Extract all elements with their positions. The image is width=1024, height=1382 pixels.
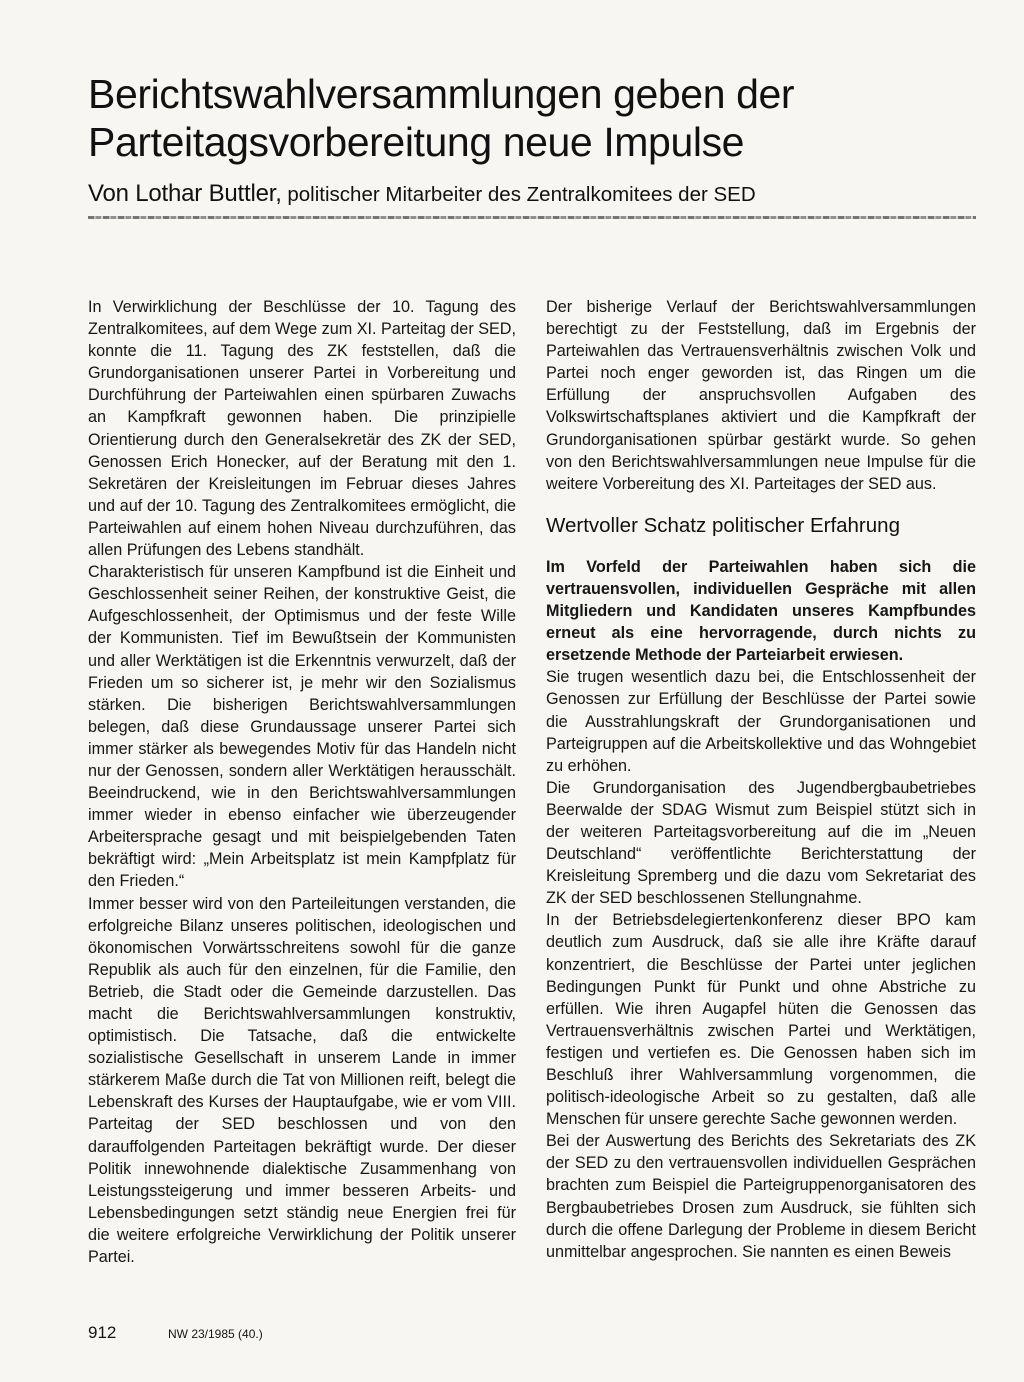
- paragraph: Bei der Auswertung des Berichts des Sekretariats des ZK der SED zu den vertrauensvollen individuellen Gesprächen brachten zum Beispiel die Parteigruppenorganisatoren des Bergbaubetriebes Drosen zum Ausdruck, sie fühlten sich durch die offene Darlegung der Probleme in diesem Bericht unmittelbar angesprochen. Sie nannten es einen Beweis: [546, 1132, 976, 1261]
- lead-paragraph: Im Vorfeld der Parteiwahlen haben sich die vertrauensvollen, individuellen Gespräche mit allen Mitgliedern und Kandidaten unseres Kampfbundes erneut als eine hervorragende, durch nichts zu ersetzende Methode der Parteiarbeit erwiesen.: [546, 557, 976, 665]
- paragraph: Sie trugen wesentlich dazu bei, die Entschlossenheit der Genossen zur Erfüllung der Beschlüsse der Partei sowie die Ausstrahlungskraft der Grundorganisationen und Parteigruppen auf die Arbeitskollektive und das Wohngebiet zu erhöhen.: [546, 668, 976, 775]
- byline: [88, 180, 988, 209]
- page-footer: [88, 1322, 488, 1346]
- paragraph: Der bisherige Verlauf der Berichtswahlversammlungen berechtigt zu der Feststellung, daß im Ergebnis der Parteiwahlen das Vertrauensverhältnis zwischen Volk und Partei noch enger geworden ist, das Ringen um die Erfüllung der anspruchsvollen Aufgaben des Volkswirtschaftsplanes aktiviert und die Kampfkraft der Grundorganisationen spürbar gestärkt wurde. So gehen von den Berichtswahlversammlungen neue Impulse für die weitere Vorbereitung des XI. Parteitages der SED aus.: [546, 298, 976, 493]
- paragraph: In Verwirklichung der Beschlüsse der 10. Tagung des Zentralkomitees, auf dem Wege zum XI. Parteitag der SED, konnte die 11. Tagung des ZK feststellen, daß die Grundorganisationen unserer Partei in Vorbereitung und Durchführung der Parteiwahlen einen spürbaren Zuwachs an Kampfkraft gewonnen haben. Die prinzipielle Orientierung durch den Generalsekretär des ZK der SED, Genossen Erich Honecker, auf der Beratung mit den 1. Sekretären der Kreisleitungen im Februar dieses Jahres und auf der 10. Tagung des Zentralkomitees ermöglicht, die Parteiwahlen auf einem hohen Niveau durchzuführen, das allen Prüfungen des Lebens standhält.: [88, 298, 516, 560]
- article-title: Berichtswahlversammlungen geben der Parteitagsvorbereitung neue Impulse: [88, 71, 795, 165]
- author-name: Von Lothar Buttler,: [88, 180, 282, 207]
- title-divider: [88, 216, 976, 219]
- page-number: 912: [88, 1323, 117, 1342]
- author-role: politischer Mitarbeiter des Zentralkomitees der SED: [281, 183, 756, 206]
- paragraph: In der Betriebsdelegiertenkonferenz dieser BPO kam deutlich zum Ausdruck, daß sie alle ihre Kräfte darauf konzentriert, die Beschlüsse der Partei unter jeglichen Bedingungen Punkt für Punkt und ohne Abstriche zu erfüllen. Wie ihren Augapfel hüten die Genossen das Vertrauensverhältnis zwischen Partei und Werktätigen, festigen und vertiefen es. Die Genossen haben sich im Beschluß ihrer Wahlversammlung vorgenommen, die politisch-ideologische Arbeit so zu gestalten, daß alle Menschen für unsere gerechte Sache gewonnen werden.: [546, 911, 976, 1129]
- issue-reference: NW 23/1985 (40.): [168, 1327, 263, 1341]
- paragraph: Die Grundorganisation des Jugendbergbaubetriebes Beerwalde der SDAG Wismut zum Beispiel stützt sich in der weiteren Parteitagsvorbereitung auf die im „Neuen Deutschland“ veröffentlichte Berichterstattung der Kreisleitung Spremberg und die dazu vom Sekretariat des ZK der SED beschlossenen Stellungnahme.: [546, 778, 976, 908]
- paragraph: Charakteristisch für unseren Kampfbund ist die Einheit und Geschlossenheit seiner Reihen, der konstruktive Geist, die Aufgeschlossenheit, der Optimismus und der feste Wille der Kommunisten. Tief im Bewußtsein der Kommunisten und aller Werktätigen ist die Erkenntnis verwurzelt, daß der Frieden um so sicherer ist, je mehr wir den Sozialismus stärken. Die bisherigen Berichtswahlversammlungen belegen, daß diese Grundaussage unserer Partei sich immer stärker als bewegendes Motiv für das Handeln nicht nur der Genossen, sondern aller Werktätigen herausschält. Beeindruckend, wie in den Berichtswahlversammlungen immer wieder in ebenso einfacher wie überzeugender Arbeitersprache gesagt und mit beispielgebenden Taten bekräftigt wird: „Mein Arbeitsplatz ist mein Kampfplatz für den Frieden.“: [88, 563, 516, 891]
- left-column: [88, 296, 516, 1268]
- section-heading: Wertvoller Schatz politischer Erfahrung: [546, 513, 900, 537]
- paragraph: Immer besser wird von den Parteileitungen verstanden, die erfolgreiche Bilanz unseres politischen, ideologischen und ökonomischen Vorwärtsschreitens sowohl für die ganze Republik als auch für den einzelnen, für die Familie, den Betrieb, die Stadt oder die Gemeinde darzustellen. Das macht die Berichtswahlversammlungen konstruktiv, optimistisch. Die Tatsache, daß die entwickelte sozialistische Gesellschaft in unserem Lande in immer stärkerem Maße durch die Tat von Millionen reift, belegt die Lebenskraft des Kurses der Hauptaufgabe, wie er vom VIII. Parteitag der SED beschlossen und von den darauffolgenden Parteitagen bekräftigt wurde. Der dieser Politik innewohnende dialektische Zusammenhang von Leistungssteigerung und immer besseren Arbeits- und Lebensbedingungen setzt ständig neue Energien frei für die weitere erfolgreiche Verwirklichung der Politik unserer Partei.: [88, 894, 516, 1267]
- right-column: [546, 296, 976, 1263]
